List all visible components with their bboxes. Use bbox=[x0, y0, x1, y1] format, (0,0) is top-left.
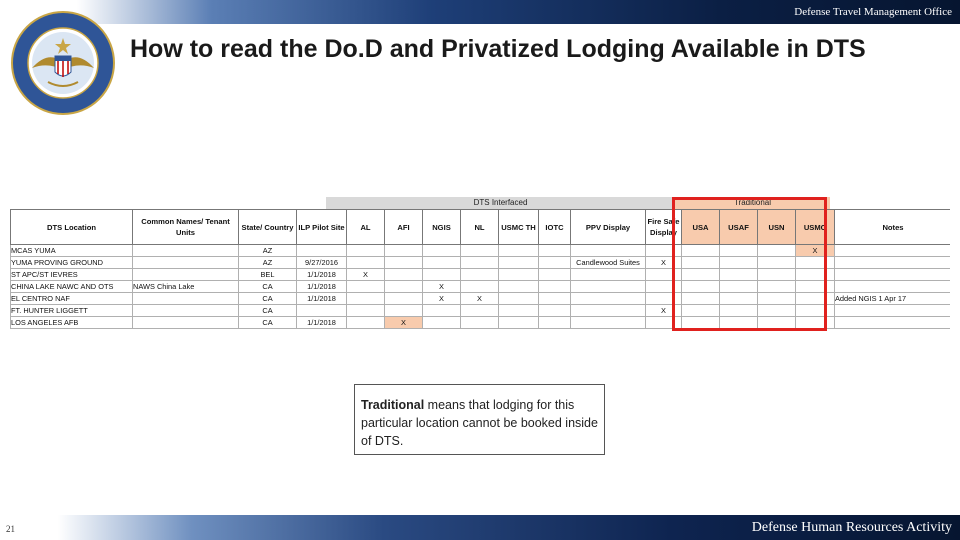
table-cell bbox=[347, 257, 385, 269]
table-cell bbox=[133, 305, 239, 317]
table-cell bbox=[682, 305, 720, 317]
slide-title: How to read the Do.D and Privatized Lodging Available in DTS bbox=[130, 35, 866, 63]
table-cell bbox=[682, 257, 720, 269]
table-cell: BEL bbox=[239, 269, 297, 281]
column-header: NGIS bbox=[423, 210, 461, 245]
table-cell: CA bbox=[239, 293, 297, 305]
table-cell bbox=[571, 305, 646, 317]
table-cell: CA bbox=[239, 281, 297, 293]
table-cell bbox=[539, 245, 571, 257]
table-cell bbox=[499, 293, 539, 305]
table-cell: 1/1/2018 bbox=[297, 317, 347, 329]
table-cell bbox=[835, 305, 951, 317]
page-number: 21 bbox=[6, 524, 15, 534]
table-cell bbox=[720, 281, 758, 293]
dod-seal-icon bbox=[10, 10, 116, 116]
table-cell bbox=[539, 317, 571, 329]
table-cell bbox=[133, 293, 239, 305]
table-cell bbox=[835, 269, 951, 281]
table-cell bbox=[461, 317, 499, 329]
column-header: USMC bbox=[796, 210, 835, 245]
table-cell bbox=[720, 257, 758, 269]
table-cell bbox=[347, 245, 385, 257]
table-cell bbox=[385, 269, 423, 281]
table-cell bbox=[796, 305, 835, 317]
table-cell bbox=[539, 257, 571, 269]
table-cell bbox=[646, 317, 682, 329]
table-cell bbox=[385, 245, 423, 257]
table-cell: X bbox=[646, 305, 682, 317]
column-header: Fire Safe Display bbox=[646, 210, 682, 245]
table-cell bbox=[720, 245, 758, 257]
table-cell bbox=[133, 317, 239, 329]
table-cell bbox=[297, 305, 347, 317]
column-header: ILP Pilot Site bbox=[297, 210, 347, 245]
table-cell bbox=[682, 281, 720, 293]
table-cell bbox=[646, 269, 682, 281]
table-cell: AZ bbox=[239, 245, 297, 257]
table-cell bbox=[835, 257, 951, 269]
table-cell: AZ bbox=[239, 257, 297, 269]
table-cell bbox=[539, 269, 571, 281]
table-cell bbox=[133, 269, 239, 281]
table-cell: X bbox=[423, 281, 461, 293]
table-cell: X bbox=[423, 293, 461, 305]
table-cell bbox=[539, 293, 571, 305]
traditional-header: Traditional bbox=[675, 197, 830, 209]
table-cell: X bbox=[385, 317, 423, 329]
column-header: USA bbox=[682, 210, 720, 245]
table-cell bbox=[796, 293, 835, 305]
table-row bbox=[11, 317, 951, 329]
table-cell bbox=[682, 245, 720, 257]
table-cell bbox=[758, 245, 796, 257]
table-cell: NAWS China Lake bbox=[133, 281, 239, 293]
table-cell bbox=[646, 281, 682, 293]
table-cell: 1/1/2018 bbox=[297, 293, 347, 305]
table-cell bbox=[571, 317, 646, 329]
column-header: AL bbox=[347, 210, 385, 245]
table-row bbox=[11, 245, 951, 257]
column-header: AFI bbox=[385, 210, 423, 245]
dts-interfaced-header: DTS Interfaced bbox=[326, 197, 675, 209]
table-cell: LOS ANGELES AFB bbox=[11, 317, 133, 329]
table-cell bbox=[539, 281, 571, 293]
table-cell bbox=[499, 317, 539, 329]
table-cell bbox=[499, 305, 539, 317]
table-cell bbox=[461, 269, 499, 281]
column-header: Notes bbox=[835, 210, 951, 245]
table-cell bbox=[758, 281, 796, 293]
column-header: USN bbox=[758, 210, 796, 245]
table-cell: X bbox=[461, 293, 499, 305]
table-cell bbox=[461, 281, 499, 293]
table-cell: FT. HUNTER LIGGETT bbox=[11, 305, 133, 317]
table-cell bbox=[758, 257, 796, 269]
table-cell bbox=[646, 245, 682, 257]
table-cell bbox=[720, 269, 758, 281]
table-cell bbox=[796, 317, 835, 329]
column-header: DTS Location bbox=[11, 210, 133, 245]
callout-bold: Traditional bbox=[361, 398, 425, 412]
table-row bbox=[11, 305, 951, 317]
table-cell: X bbox=[347, 269, 385, 281]
table-cell: Candlewood Suites bbox=[571, 257, 646, 269]
table-cell bbox=[385, 257, 423, 269]
table-cell bbox=[720, 305, 758, 317]
table-cell bbox=[571, 281, 646, 293]
table-cell: EL CENTRO NAF bbox=[11, 293, 133, 305]
table-cell bbox=[796, 269, 835, 281]
table-cell bbox=[499, 245, 539, 257]
table-cell: ST APC/ST IEVRES bbox=[11, 269, 133, 281]
column-header: State/ Country bbox=[239, 210, 297, 245]
table-cell bbox=[835, 245, 951, 257]
table-cell bbox=[347, 281, 385, 293]
table-cell: X bbox=[796, 245, 835, 257]
table-cell bbox=[796, 281, 835, 293]
table-row bbox=[11, 293, 951, 305]
table-cell: CA bbox=[239, 305, 297, 317]
table-cell bbox=[539, 305, 571, 317]
table-cell bbox=[571, 245, 646, 257]
table-cell bbox=[758, 305, 796, 317]
table-cell bbox=[297, 245, 347, 257]
table-cell bbox=[758, 293, 796, 305]
table-cell bbox=[682, 269, 720, 281]
table-cell: MCAS YUMA bbox=[11, 245, 133, 257]
table-cell bbox=[646, 293, 682, 305]
table-cell bbox=[461, 245, 499, 257]
table-cell bbox=[720, 293, 758, 305]
table-cell bbox=[133, 257, 239, 269]
traditional-callout bbox=[354, 384, 605, 455]
table-cell bbox=[499, 269, 539, 281]
table-cell: X bbox=[646, 257, 682, 269]
column-header: USAF bbox=[720, 210, 758, 245]
table-cell bbox=[682, 317, 720, 329]
table-cell bbox=[133, 245, 239, 257]
table-cell bbox=[835, 317, 951, 329]
callout-text: means that lodging for this particular location cannot be booked inside of DTS. bbox=[361, 398, 598, 448]
table-cell: CHINA LAKE NAWC AND OTS bbox=[11, 281, 133, 293]
table-cell bbox=[571, 293, 646, 305]
table-cell bbox=[682, 293, 720, 305]
table-cell bbox=[423, 257, 461, 269]
table-cell bbox=[347, 317, 385, 329]
footer-org: Defense Human Resources Activity bbox=[751, 520, 952, 535]
table-cell: 9/27/2016 bbox=[297, 257, 347, 269]
table-row bbox=[11, 269, 951, 281]
table-cell bbox=[499, 281, 539, 293]
table-cell bbox=[720, 317, 758, 329]
table-cell bbox=[385, 281, 423, 293]
table-cell bbox=[423, 269, 461, 281]
table-cell bbox=[347, 305, 385, 317]
table-cell: 1/1/2018 bbox=[297, 269, 347, 281]
footer-banner bbox=[0, 515, 960, 540]
header-org: Defense Travel Management Office bbox=[794, 6, 952, 18]
table-header-row bbox=[11, 210, 951, 245]
lodging-table bbox=[10, 209, 950, 329]
table-row bbox=[11, 281, 951, 293]
column-header: NL bbox=[461, 210, 499, 245]
table-cell bbox=[758, 317, 796, 329]
table-cell bbox=[423, 245, 461, 257]
column-header: IOTC bbox=[539, 210, 571, 245]
column-header: Common Names/ Tenant Units bbox=[133, 210, 239, 245]
table-cell bbox=[385, 305, 423, 317]
table-cell bbox=[461, 305, 499, 317]
table-cell bbox=[571, 269, 646, 281]
lodging-table-image bbox=[10, 197, 950, 333]
table-row bbox=[11, 257, 951, 269]
table-cell bbox=[423, 305, 461, 317]
table-cell bbox=[796, 257, 835, 269]
table-cell bbox=[758, 269, 796, 281]
table-cell bbox=[499, 257, 539, 269]
top-banner bbox=[0, 0, 960, 24]
table-cell: Added NGIS 1 Apr 17 bbox=[835, 293, 951, 305]
table-cell: CA bbox=[239, 317, 297, 329]
table-cell: 1/1/2018 bbox=[297, 281, 347, 293]
table-cell bbox=[347, 293, 385, 305]
column-header: USMC TH bbox=[499, 210, 539, 245]
table-cell bbox=[423, 317, 461, 329]
table-cell bbox=[385, 293, 423, 305]
column-header: PPV Display bbox=[571, 210, 646, 245]
table-cell bbox=[835, 281, 951, 293]
table-cell bbox=[461, 257, 499, 269]
table-cell: YUMA PROVING GROUND bbox=[11, 257, 133, 269]
